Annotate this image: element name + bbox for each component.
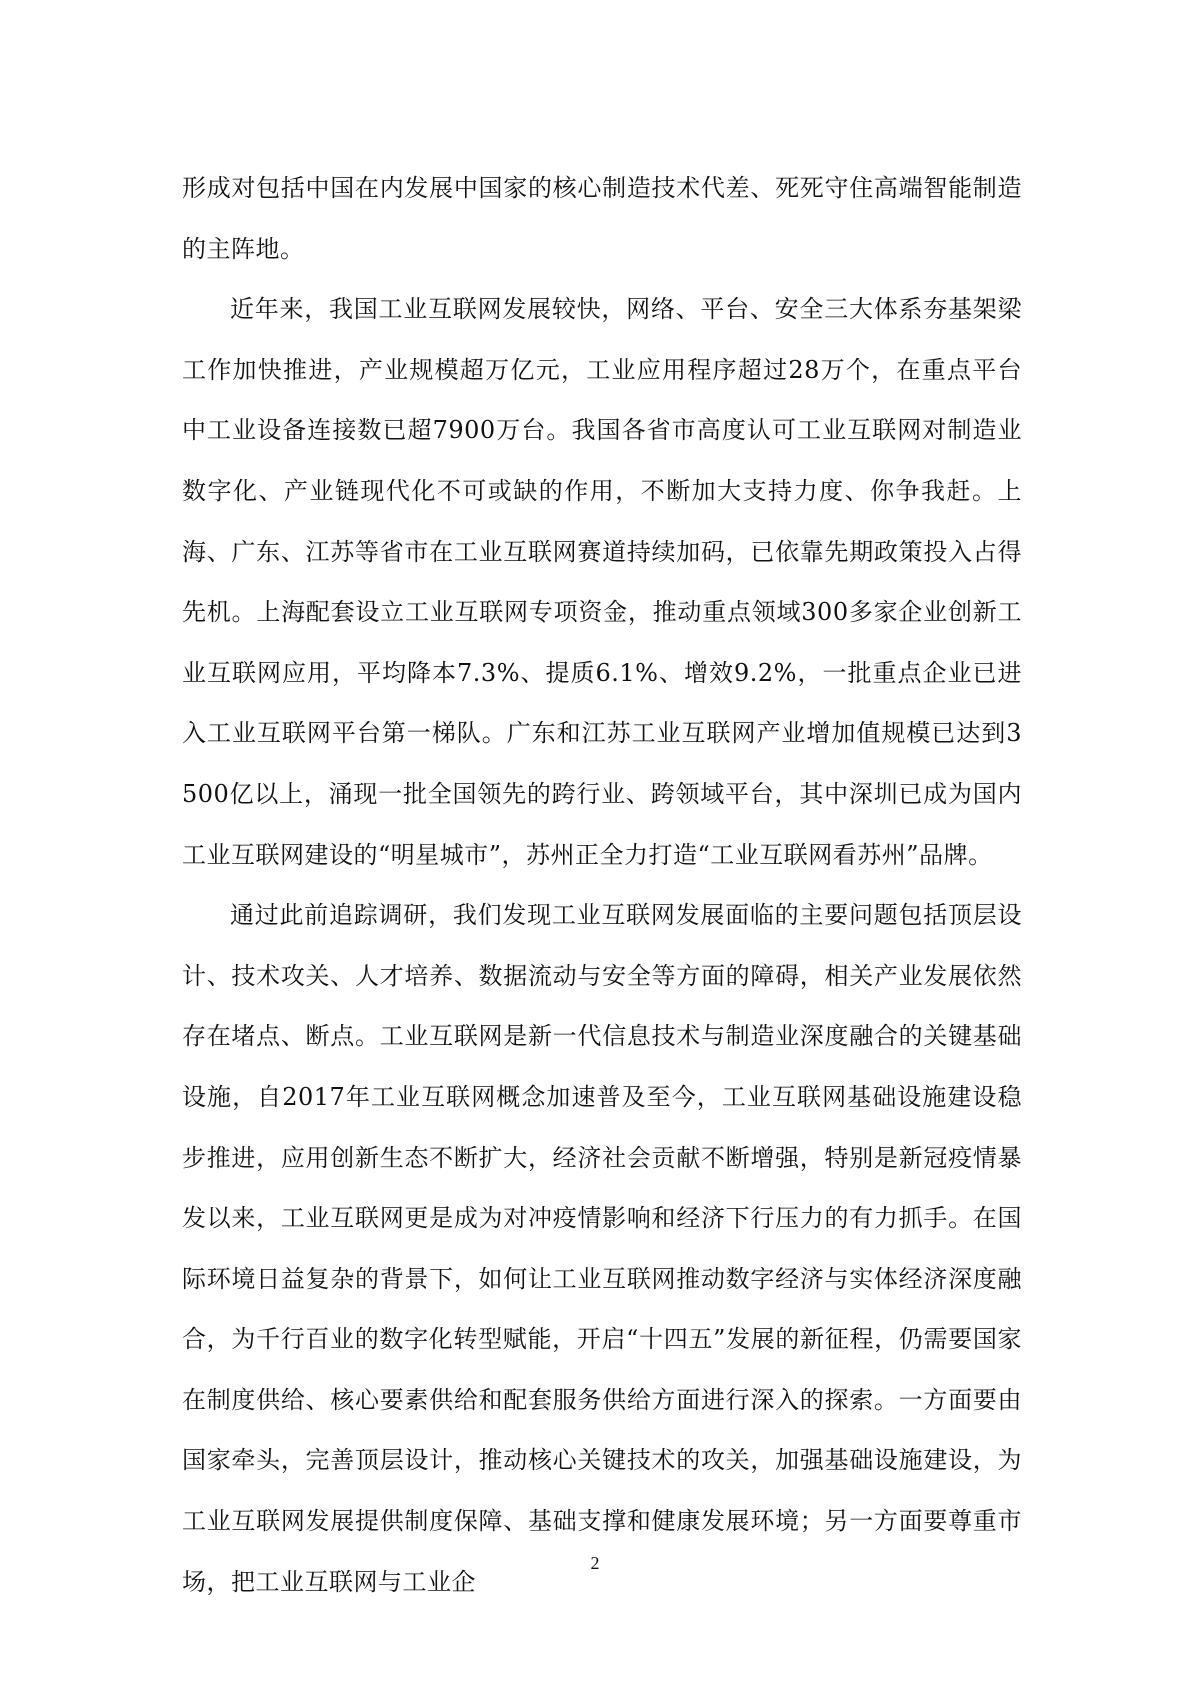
page-number: 2 [590,1553,600,1573]
paragraph-continuation: 形成对包括中国在内发展中国家的核心制造技术代差、死死守住高端智能制造的主阵地。 [182,174,1022,263]
paragraph-research-findings: 通过此前追踪调研，我们发现工业互联网发展面临的主要问题包括顶层设计、技术攻关、人才培养、数据流动与安全等方面的障碍，相关产业发展依然存在堵点、断点。工业互联网是新一代信息技术与制造业深度融合的关键基础设施，自2017年工业互联网概念加速普及至今，工业互联网基础设施建设稳步推进，应用创新生态不断扩大，经济社会贡献不断增强，特别是新冠疫情暴发以来，工业互联网更是成为对冲疫情影响和经济下行压力的有力抓手。在国际环境日益复杂的背景下，如何让工业互联网推动数字经济与实体经济深度融合，为千行百业的数字化转型赋能，开启“十四五”发展的新征程，仍需要国家在制度供给、核心要素供给和配套服务供给方面进行深入的探索。一方面要由国家牵头，完善顶层设计，推动核心关键技术的攻关，加强基础设施建设，为工业互联网发展提供制度保障、基础支撑和健康发展环境；另一方面要尊重市场，把工业互联网与工业企 [182,901,1022,1596]
body-text [182,158,1022,1612]
paragraph-industrial-internet-development: 近年来，我国工业互联网发展较快，网络、平台、安全三大体系夯基架梁工作加快推进，产业规模超万亿元，工业应用程序超过28万个，在重点平台中工业设备连接数已超7900万台。我国各省市高度认可工业互联网对制造业数字化、产业链现代化不可或缺的作用，不断加大支持力度、你争我赶。上海、广东、江苏等省市在工业互联网赛道持续加码，已依靠先期政策投入占得先机。上海配套设立工业互联网专项资金，推动重点领域300多家企业创新工业互联网应用，平均降本7.3%、提质6.1%、增效9.2%，一批重点企业已进入工业互联网平台第一梯队。广东和江苏工业互联网产业增加值规模已达到3500亿以上，涌现一批全国领先的跨行业、跨领域平台，其中深圳已成为国内工业互联网建设的“明星城市”，苏州正全力打造“工业互联网看苏州”品牌。 [182,295,1022,869]
